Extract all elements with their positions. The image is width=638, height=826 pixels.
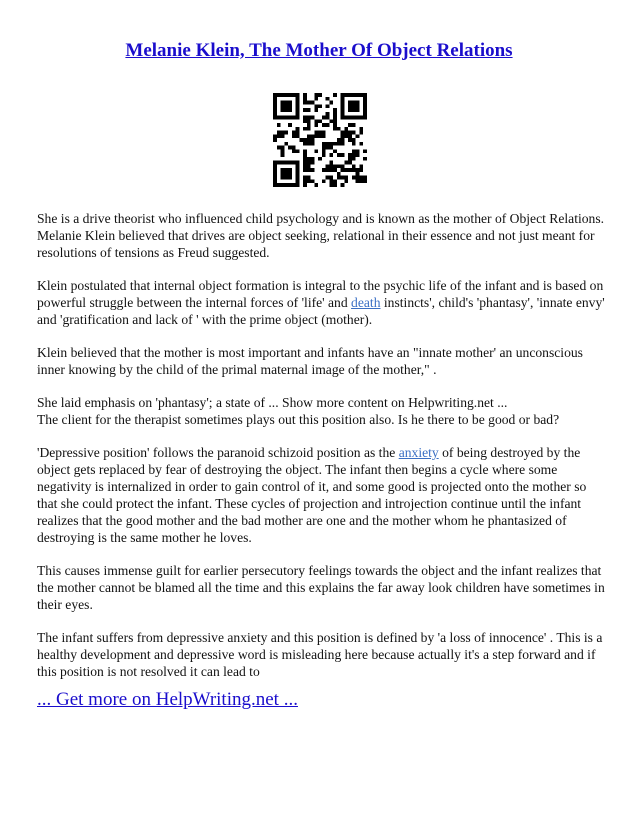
paragraph-2: Klein postulated that internal object formation is integral to the psychic life of the infant and is based on powerful struggle between the internal forces of 'life' and death instincts', child's 'phantasy', 'innate envy' and 'gratification and lack of ' with the prime object (mother). bbox=[37, 278, 605, 327]
qr-module bbox=[363, 179, 367, 183]
qr-module bbox=[348, 161, 352, 165]
qr-module bbox=[341, 101, 345, 105]
qr-module bbox=[341, 183, 345, 187]
qr-module bbox=[322, 142, 326, 146]
qr-module bbox=[273, 134, 277, 138]
qr-module bbox=[284, 131, 288, 135]
qr-module bbox=[292, 149, 296, 153]
qr-module bbox=[341, 108, 345, 112]
qr-module bbox=[356, 116, 360, 120]
qr-module bbox=[318, 131, 322, 135]
qr-module bbox=[333, 168, 337, 172]
qr-module bbox=[311, 134, 315, 138]
qr-module bbox=[296, 108, 300, 112]
qr-module bbox=[363, 104, 367, 108]
qr-module bbox=[322, 153, 326, 157]
paragraph-1: She is a drive theorist who influenced child psychology and is known as the mother of Object Relations. Melanie Klein believed that drives are object seeking, relational in their essence and not just meant for resolutions of tensions as Freud suggested. bbox=[37, 211, 605, 260]
qr-module bbox=[333, 119, 337, 123]
qr-module bbox=[303, 168, 307, 172]
qr-module bbox=[284, 142, 288, 146]
qr-module bbox=[303, 142, 307, 146]
qr-module bbox=[322, 131, 326, 135]
qr-module bbox=[348, 123, 352, 127]
qr-module bbox=[318, 104, 322, 108]
qr-module bbox=[344, 116, 348, 120]
qr-module bbox=[307, 168, 311, 172]
qr-module bbox=[348, 138, 352, 142]
qr-module bbox=[344, 168, 348, 172]
qr-module bbox=[344, 179, 348, 183]
paragraph-3: Klein believed that the mother is most important and infants have an "innate mother' an unconscious inner knowing by the child of the primal maternal image of the mother," . bbox=[37, 345, 583, 377]
qr-module bbox=[296, 149, 300, 153]
qr-module bbox=[281, 134, 285, 138]
qr-module bbox=[292, 131, 296, 135]
qr-module bbox=[307, 123, 311, 127]
qr-module bbox=[303, 119, 307, 123]
qr-module bbox=[333, 164, 337, 168]
qr-module bbox=[277, 123, 281, 127]
qr-module bbox=[359, 131, 363, 135]
qr-module bbox=[333, 112, 337, 116]
qr-module bbox=[303, 116, 307, 120]
qr-module bbox=[329, 101, 333, 105]
qr-module bbox=[277, 93, 281, 97]
get-more-link[interactable]: ... Get more on HelpWriting.net ... bbox=[37, 689, 298, 710]
qr-module bbox=[296, 176, 300, 180]
qr-module bbox=[326, 142, 330, 146]
paragraph-5: 'Depressive position' follows the paranoid schizoid position as the anxiety of being destroyed by the object gets replaced by fear of destroying the object. The infant then begins a cycle where some negativity is internalized in order to gain control of it, and some good is projected onto the mother so that she could protect the infant. These cycles of projection and introjection continue until the infant realizes that the good mother and the bad mother are one and the mother whom he phantasized of destroying is the same mother he loves. bbox=[37, 445, 587, 545]
anxiety-link[interactable]: anxiety bbox=[398, 445, 439, 460]
qr-module bbox=[273, 183, 277, 187]
qr-module bbox=[322, 134, 326, 138]
qr-module bbox=[307, 119, 311, 123]
qr-module bbox=[303, 183, 307, 187]
qr-module bbox=[363, 116, 367, 120]
qr-module bbox=[333, 116, 337, 120]
qr-module bbox=[277, 116, 281, 120]
qr-module bbox=[277, 183, 281, 187]
qr-module bbox=[296, 116, 300, 120]
qr-module bbox=[326, 146, 330, 150]
qr-module bbox=[356, 176, 360, 180]
qr-module bbox=[322, 168, 326, 172]
qr-module bbox=[359, 116, 363, 120]
qr-module bbox=[288, 172, 292, 176]
qr-module bbox=[281, 161, 285, 165]
qr-module bbox=[281, 93, 285, 97]
qr-module bbox=[337, 127, 341, 131]
qr-module bbox=[322, 123, 326, 127]
qr-module bbox=[344, 134, 348, 138]
qr-module bbox=[281, 116, 285, 120]
qr-module bbox=[281, 108, 285, 112]
qr-module bbox=[307, 179, 311, 183]
qr-module bbox=[288, 146, 292, 150]
qr-module bbox=[352, 176, 356, 180]
qr-module bbox=[307, 157, 311, 161]
qr-module bbox=[314, 119, 318, 123]
qr-module bbox=[326, 123, 330, 127]
qr-module bbox=[307, 108, 311, 112]
qr-module bbox=[356, 179, 360, 183]
qr-module bbox=[326, 112, 330, 116]
qr-module bbox=[284, 116, 288, 120]
qr-module bbox=[344, 161, 348, 165]
qr-module bbox=[348, 134, 352, 138]
qr-module bbox=[356, 149, 360, 153]
qr-module bbox=[329, 168, 333, 172]
qr-module bbox=[341, 153, 345, 157]
paragraph-7: The infant suffers from depressive anxiety and this position is defined by 'a loss of innocence' . This is a healthy development and depressive word is misleading here because actually it's a step forward and if this position is not resolved it can lead to bbox=[37, 630, 603, 679]
qr-module bbox=[363, 108, 367, 112]
qr-module bbox=[352, 108, 356, 112]
qr-module bbox=[359, 176, 363, 180]
qr-module bbox=[303, 179, 307, 183]
qr-module bbox=[314, 108, 318, 112]
qr-module bbox=[303, 176, 307, 180]
qr-module bbox=[363, 157, 367, 161]
qr-module bbox=[303, 138, 307, 142]
qr-module bbox=[292, 93, 296, 97]
qr-module bbox=[311, 179, 315, 183]
qr-module bbox=[333, 183, 337, 187]
qr-module bbox=[348, 108, 352, 112]
qr-module bbox=[348, 116, 352, 120]
qr-module bbox=[281, 146, 285, 150]
qr-module bbox=[281, 149, 285, 153]
qr-module bbox=[311, 116, 315, 120]
qr-module bbox=[277, 146, 281, 150]
qr-module bbox=[337, 142, 341, 146]
qr-module bbox=[363, 101, 367, 105]
qr-module bbox=[284, 108, 288, 112]
qr-code-icon bbox=[273, 93, 367, 187]
qr-module bbox=[273, 176, 277, 180]
qr-module bbox=[356, 134, 360, 138]
qr-module bbox=[314, 93, 318, 97]
qr-module bbox=[352, 116, 356, 120]
qr-module bbox=[281, 153, 285, 157]
qr-module bbox=[314, 183, 318, 187]
qr-module bbox=[277, 134, 281, 138]
qr-module bbox=[356, 104, 360, 108]
qr-module bbox=[307, 142, 311, 146]
qr-module bbox=[348, 131, 352, 135]
qr-module bbox=[296, 112, 300, 116]
qr-module bbox=[356, 172, 360, 176]
qr-module bbox=[288, 161, 292, 165]
qr-module bbox=[359, 164, 363, 168]
qr-module bbox=[341, 168, 345, 172]
qr-module bbox=[281, 104, 285, 108]
qr-module bbox=[326, 104, 330, 108]
qr-module bbox=[352, 164, 356, 168]
qr-module bbox=[288, 101, 292, 105]
qr-module bbox=[281, 183, 285, 187]
qr-module bbox=[284, 101, 288, 105]
qr-module bbox=[318, 157, 322, 161]
qr-module bbox=[341, 134, 345, 138]
qr-module bbox=[333, 93, 337, 97]
qr-module bbox=[284, 93, 288, 97]
qr-module bbox=[307, 134, 311, 138]
qr-module bbox=[284, 172, 288, 176]
qr-module bbox=[284, 168, 288, 172]
qr-module bbox=[296, 161, 300, 165]
qr-module bbox=[356, 108, 360, 112]
qr-module bbox=[307, 164, 311, 168]
page-title[interactable]: Melanie Klein, The Mother Of Object Relations bbox=[125, 40, 513, 61]
qr-module bbox=[352, 142, 356, 146]
qr-module bbox=[356, 168, 360, 172]
qr-module bbox=[359, 142, 363, 146]
qr-module bbox=[273, 97, 277, 101]
qr-module bbox=[337, 153, 341, 157]
qr-module bbox=[329, 146, 333, 150]
qr-module bbox=[344, 176, 348, 180]
qr-module bbox=[329, 153, 333, 157]
qr-module bbox=[341, 131, 345, 135]
qr-module bbox=[288, 104, 292, 108]
qr-module bbox=[296, 127, 300, 131]
qr-module bbox=[288, 108, 292, 112]
qr-module bbox=[273, 168, 277, 172]
qr-module bbox=[348, 157, 352, 161]
qr-module bbox=[303, 101, 307, 105]
qr-module bbox=[356, 93, 360, 97]
qr-module bbox=[352, 131, 356, 135]
qr-module bbox=[273, 108, 277, 112]
qr-module bbox=[273, 164, 277, 168]
qr-module bbox=[311, 101, 315, 105]
qr-module bbox=[352, 168, 356, 172]
qr-module bbox=[273, 172, 277, 176]
qr-module bbox=[329, 164, 333, 168]
qr-module bbox=[296, 131, 300, 135]
qr-module bbox=[329, 179, 333, 183]
qr-module bbox=[352, 123, 356, 127]
qr-module bbox=[307, 138, 311, 142]
qr-module bbox=[288, 183, 292, 187]
qr-module bbox=[341, 93, 345, 97]
qr-module bbox=[296, 164, 300, 168]
qr-module bbox=[329, 176, 333, 180]
qr-module bbox=[352, 153, 356, 157]
qr-module bbox=[363, 97, 367, 101]
qr-module bbox=[337, 164, 341, 168]
qr-module bbox=[288, 168, 292, 172]
qr-module bbox=[352, 138, 356, 142]
qr-module bbox=[341, 116, 345, 120]
qr-module bbox=[337, 138, 341, 142]
qr-module bbox=[281, 176, 285, 180]
qr-module bbox=[352, 104, 356, 108]
qr-module bbox=[288, 123, 292, 127]
qr-module bbox=[329, 183, 333, 187]
qr-module bbox=[303, 157, 307, 161]
qr-module bbox=[341, 164, 345, 168]
qr-module bbox=[292, 146, 296, 150]
qr-module bbox=[284, 176, 288, 180]
qr-module bbox=[322, 149, 326, 153]
qr-module bbox=[326, 116, 330, 120]
qr-module bbox=[314, 134, 318, 138]
qr-module bbox=[329, 161, 333, 165]
qr-module bbox=[326, 176, 330, 180]
qr-module bbox=[284, 161, 288, 165]
qr-module bbox=[292, 183, 296, 187]
qr-module bbox=[314, 104, 318, 108]
qr-module bbox=[296, 134, 300, 138]
qr-module bbox=[288, 116, 292, 120]
paragraph-4: She laid emphasis on 'phantasy'; a state of ... Show more content on Helpwriting.net ... The client for the therapist sometimes plays out this position also. Is he there to be good or bad? bbox=[37, 395, 560, 427]
qr-module bbox=[303, 161, 307, 165]
qr-module bbox=[322, 146, 326, 150]
qr-module bbox=[333, 108, 337, 112]
qr-module bbox=[299, 138, 303, 142]
qr-module bbox=[359, 127, 363, 131]
qr-module bbox=[359, 168, 363, 172]
qr-module bbox=[348, 93, 352, 97]
qr-module bbox=[363, 176, 367, 180]
qr-module bbox=[352, 93, 356, 97]
qr-module bbox=[337, 172, 341, 176]
qr-module bbox=[329, 142, 333, 146]
qr-module bbox=[296, 183, 300, 187]
article-body bbox=[37, 210, 605, 696]
qr-module bbox=[303, 164, 307, 168]
qr-module bbox=[344, 93, 348, 97]
qr-module bbox=[303, 127, 307, 131]
qr-module bbox=[326, 97, 330, 101]
qr-module bbox=[273, 116, 277, 120]
qr-module bbox=[296, 97, 300, 101]
death-link[interactable]: death bbox=[351, 295, 381, 310]
qr-module bbox=[341, 142, 345, 146]
qr-module bbox=[303, 153, 307, 157]
qr-module bbox=[333, 149, 337, 153]
qr-module bbox=[322, 116, 326, 120]
qr-module bbox=[356, 101, 360, 105]
paragraph-6: This causes immense guilt for earlier persecutory feelings towards the object and the infant realizes that the mother cannot be blamed all the time and this explains the far away look children have sometimes in their eyes. bbox=[37, 563, 605, 612]
qr-module bbox=[363, 149, 367, 153]
qr-module bbox=[352, 149, 356, 153]
qr-module bbox=[307, 116, 311, 120]
qr-module bbox=[344, 127, 348, 131]
qr-module bbox=[341, 97, 345, 101]
qr-module bbox=[341, 112, 345, 116]
qr-module bbox=[303, 149, 307, 153]
qr-module bbox=[281, 172, 285, 176]
qr-module bbox=[281, 101, 285, 105]
qr-module bbox=[303, 97, 307, 101]
qr-module bbox=[356, 153, 360, 157]
qr-module bbox=[273, 112, 277, 116]
qr-module bbox=[288, 176, 292, 180]
qr-module bbox=[303, 93, 307, 97]
qr-module bbox=[333, 127, 337, 131]
qr-module bbox=[348, 168, 352, 172]
qr-module bbox=[273, 93, 277, 97]
qr-module bbox=[296, 172, 300, 176]
qr-module bbox=[292, 161, 296, 165]
qr-module bbox=[322, 179, 326, 183]
qr-module bbox=[311, 157, 315, 161]
qr-module bbox=[337, 176, 341, 180]
qr-module bbox=[359, 179, 363, 183]
qr-module bbox=[284, 104, 288, 108]
qr-module bbox=[352, 157, 356, 161]
qr-module bbox=[277, 161, 281, 165]
qr-module bbox=[296, 93, 300, 97]
qr-module bbox=[311, 142, 315, 146]
qr-module bbox=[273, 179, 277, 183]
qr-module bbox=[314, 149, 318, 153]
qr-module bbox=[307, 101, 311, 105]
qr-module bbox=[288, 93, 292, 97]
qr-module bbox=[311, 168, 315, 172]
qr-module bbox=[348, 104, 352, 108]
qr-module bbox=[307, 161, 311, 165]
qr-module bbox=[318, 134, 322, 138]
qr-module bbox=[359, 93, 363, 97]
qr-module bbox=[311, 161, 315, 165]
qr-module bbox=[318, 93, 322, 97]
qr-module bbox=[281, 131, 285, 135]
qr-module bbox=[292, 134, 296, 138]
qr-module bbox=[326, 168, 330, 172]
qr-module bbox=[284, 183, 288, 187]
qr-module bbox=[314, 123, 318, 127]
qr-module bbox=[341, 104, 345, 108]
qr-module bbox=[363, 93, 367, 97]
qr-module bbox=[348, 101, 352, 105]
qr-module bbox=[341, 176, 345, 180]
qr-module bbox=[314, 97, 318, 101]
qr-module bbox=[277, 131, 281, 135]
qr-module bbox=[296, 168, 300, 172]
qr-module bbox=[307, 176, 311, 180]
qr-module bbox=[307, 127, 311, 131]
qr-module bbox=[318, 119, 322, 123]
qr-module bbox=[311, 138, 315, 142]
qr-module bbox=[333, 123, 337, 127]
qr-module bbox=[303, 108, 307, 112]
qr-module bbox=[363, 112, 367, 116]
qr-module bbox=[281, 168, 285, 172]
qr-module bbox=[273, 101, 277, 105]
qr-module bbox=[273, 138, 277, 142]
qr-module bbox=[273, 104, 277, 108]
qr-module bbox=[352, 101, 356, 105]
qr-module bbox=[296, 104, 300, 108]
qr-module bbox=[326, 164, 330, 168]
qr-module bbox=[296, 101, 300, 105]
qr-module bbox=[333, 142, 337, 146]
qr-module bbox=[292, 116, 296, 120]
qr-module bbox=[314, 131, 318, 135]
qr-module bbox=[348, 153, 352, 157]
qr-module bbox=[344, 131, 348, 135]
qr-module bbox=[341, 138, 345, 142]
qr-module bbox=[329, 119, 333, 123]
qr-module bbox=[273, 161, 277, 165]
qr-module bbox=[296, 179, 300, 183]
qr-module bbox=[333, 179, 337, 183]
